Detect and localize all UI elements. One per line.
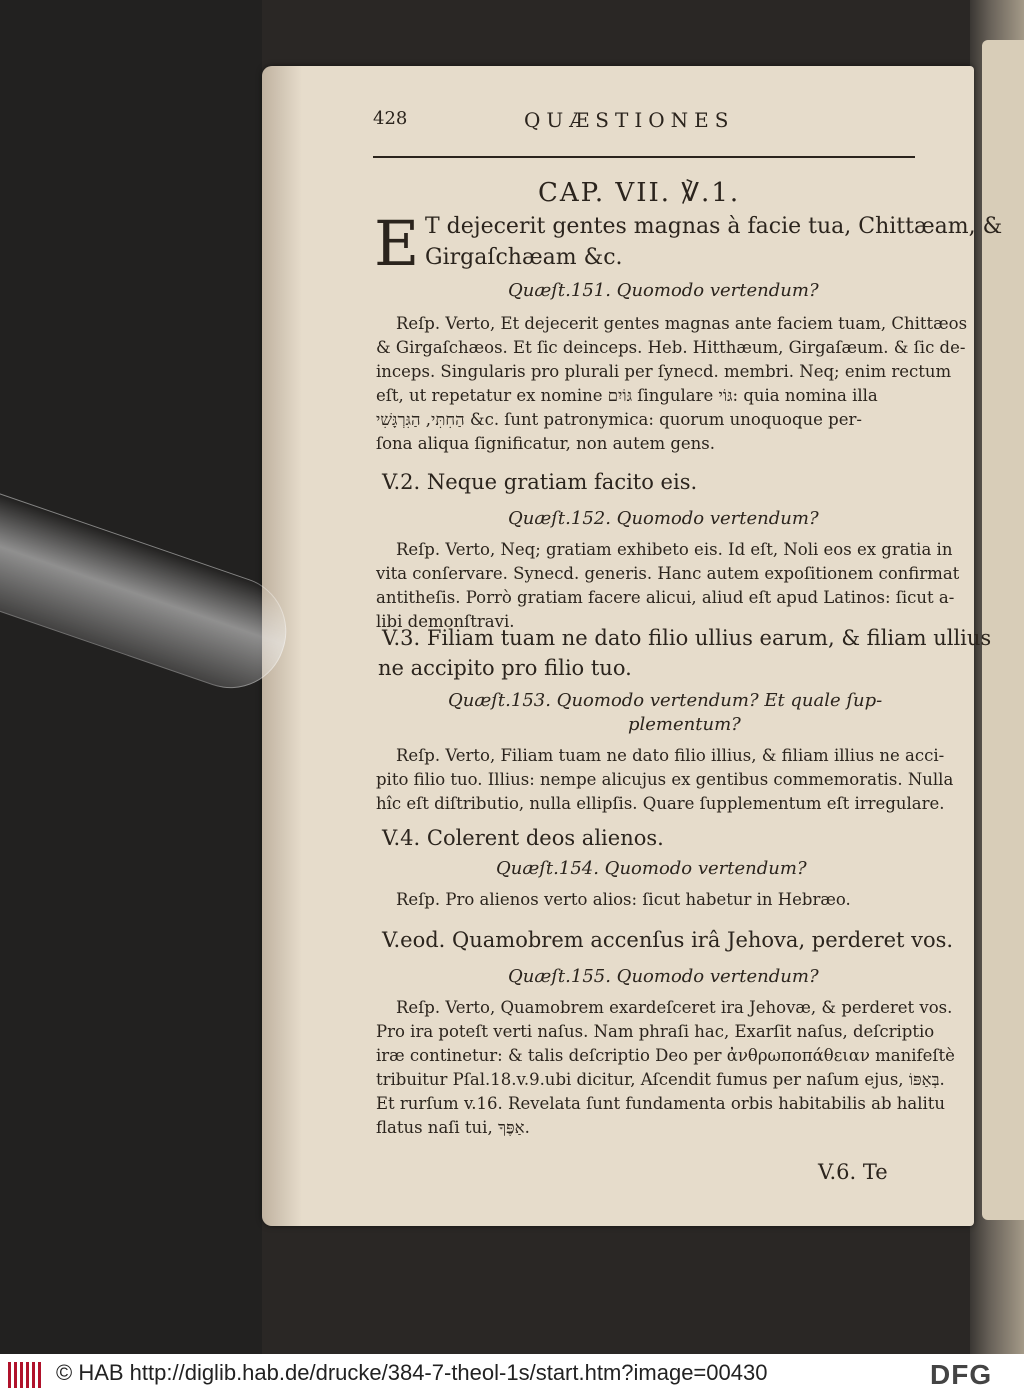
- text-line: ſona aliqua ſignificatur, non autem gens.: [376, 434, 716, 453]
- question-heading: Quæſt.153. Quomodo vertendum? Et quale ſup-: [448, 690, 883, 711]
- text-line: Reſp. Verto, Filiam tuam ne dato filio illius, & filiam illius ne acci-: [396, 746, 945, 765]
- page-number: 428: [373, 108, 408, 129]
- header-rule: [373, 156, 915, 158]
- chapter-heading: CAP. VII. ℣.1.: [538, 178, 741, 208]
- text-line: tribuitur Pſal.18.v.9.ubi dicitur, Aſcendit fumus per naſum ejus, בְּאַפּוֹ.: [376, 1070, 945, 1089]
- text-line: pito filio tuo. Illius: nempe alicujus ex gentibus commemoratis. Nulla: [376, 770, 954, 789]
- text-line: eſt, ut repetatur ex nomine גּוֹיִם ſingulare גּוֹי: quia nomina illa: [376, 386, 878, 405]
- question-heading: Quæſt.152. Quomodo vertendum?: [508, 508, 819, 529]
- text-line: & Girgaſchæos. Et ſic deinceps. Heb. Hitthæum, Girgaſæum. & ſic de-: [376, 338, 966, 357]
- dfg-logo: DFG: [930, 1359, 993, 1390]
- text-line: libi demonſtravi.: [376, 612, 515, 631]
- verse-heading: V.3. Filiam tuam ne dato filio ullius earum, & filiam ullius: [382, 626, 992, 650]
- text-line: Reſp. Verto, Neq; gratiam exhibeto eis. Id eſt, Noli eos ex gratia in: [396, 540, 953, 559]
- footer-bar: [0, 1354, 1024, 1396]
- verse-heading: ne accipito pro filio tuo.: [378, 656, 632, 680]
- text-line: Girgaſchæam &c.: [425, 245, 623, 270]
- text-line: Reſp. Pro alienos verto alios: ſicut habetur in Hebræo.: [396, 890, 851, 909]
- text-line: Pro ira poteſt verti naſus. Nam phraſi hac, Exarſit naſus, deſcriptio: [376, 1022, 935, 1041]
- question-heading: Quæſt.155. Quomodo vertendum?: [508, 966, 819, 987]
- text-line: inceps. Singularis pro plurali per ſynecd. membri. Neq; enim rectum: [376, 362, 952, 381]
- catchword: V.6. Te: [818, 1160, 888, 1184]
- text-line: antitheſis. Porrò gratiam facere alicui, aliud eſt apud Latinos: ſicut a-: [376, 588, 955, 607]
- text-line: Reſp. Verto, Quamobrem exardeſceret ira Jehovæ, & perderet vos.: [396, 998, 953, 1017]
- text-line: הַחִתִּי, הַגִּרְגָּשִׁי &c. ſunt patronymica: quorum unoquoque per-: [376, 410, 862, 429]
- text-line: flatus naſi tui, אַפֶּךָ.: [376, 1118, 530, 1137]
- text-line: Reſp. Verto, Et dejecerit gentes magnas ante faciem tuam, Chittæos: [396, 314, 968, 333]
- text-line: Et rurſum v.16. Revelata ſunt fundamenta orbis habitabilis ab halitu: [376, 1094, 946, 1113]
- text-line: vita conſervare. Synecd. generis. Hanc autem expoſitionem confirmat: [376, 564, 960, 583]
- text-line: T dejecerit gentes magnas à facie tua, Chittæam, &: [425, 214, 1003, 239]
- footer-url[interactable]: © HAB http://diglib.hab.de/drucke/384-7-theol-1s/start.htm?image=00430: [56, 1360, 768, 1385]
- question-heading: Quæſt.154. Quomodo vertendum?: [496, 858, 807, 879]
- drop-cap: E: [374, 207, 420, 280]
- verse-heading: V.eod. Quamobrem accenſus irâ Jehova, perderet vos.: [382, 928, 954, 952]
- text-line: hîc eſt diſtributio, nulla ellipſis. Quare ſupplementum eſt irregulare.: [376, 794, 945, 813]
- question-heading: plementum?: [628, 714, 741, 735]
- verse-heading: V.4. Colerent deos alienos.: [382, 826, 664, 850]
- question-heading: Quæſt.151. Quomodo vertendum?: [508, 280, 819, 301]
- text-line: iræ continetur: & talis deſcriptio Deo per ἀνθρωποπάθειαν manifeſtè: [376, 1046, 955, 1065]
- running-title: QUÆSTIONES: [524, 108, 735, 132]
- verse-heading: V.2. Neque gratiam facito eis.: [382, 470, 698, 494]
- hab-logo-icon: [8, 1362, 46, 1388]
